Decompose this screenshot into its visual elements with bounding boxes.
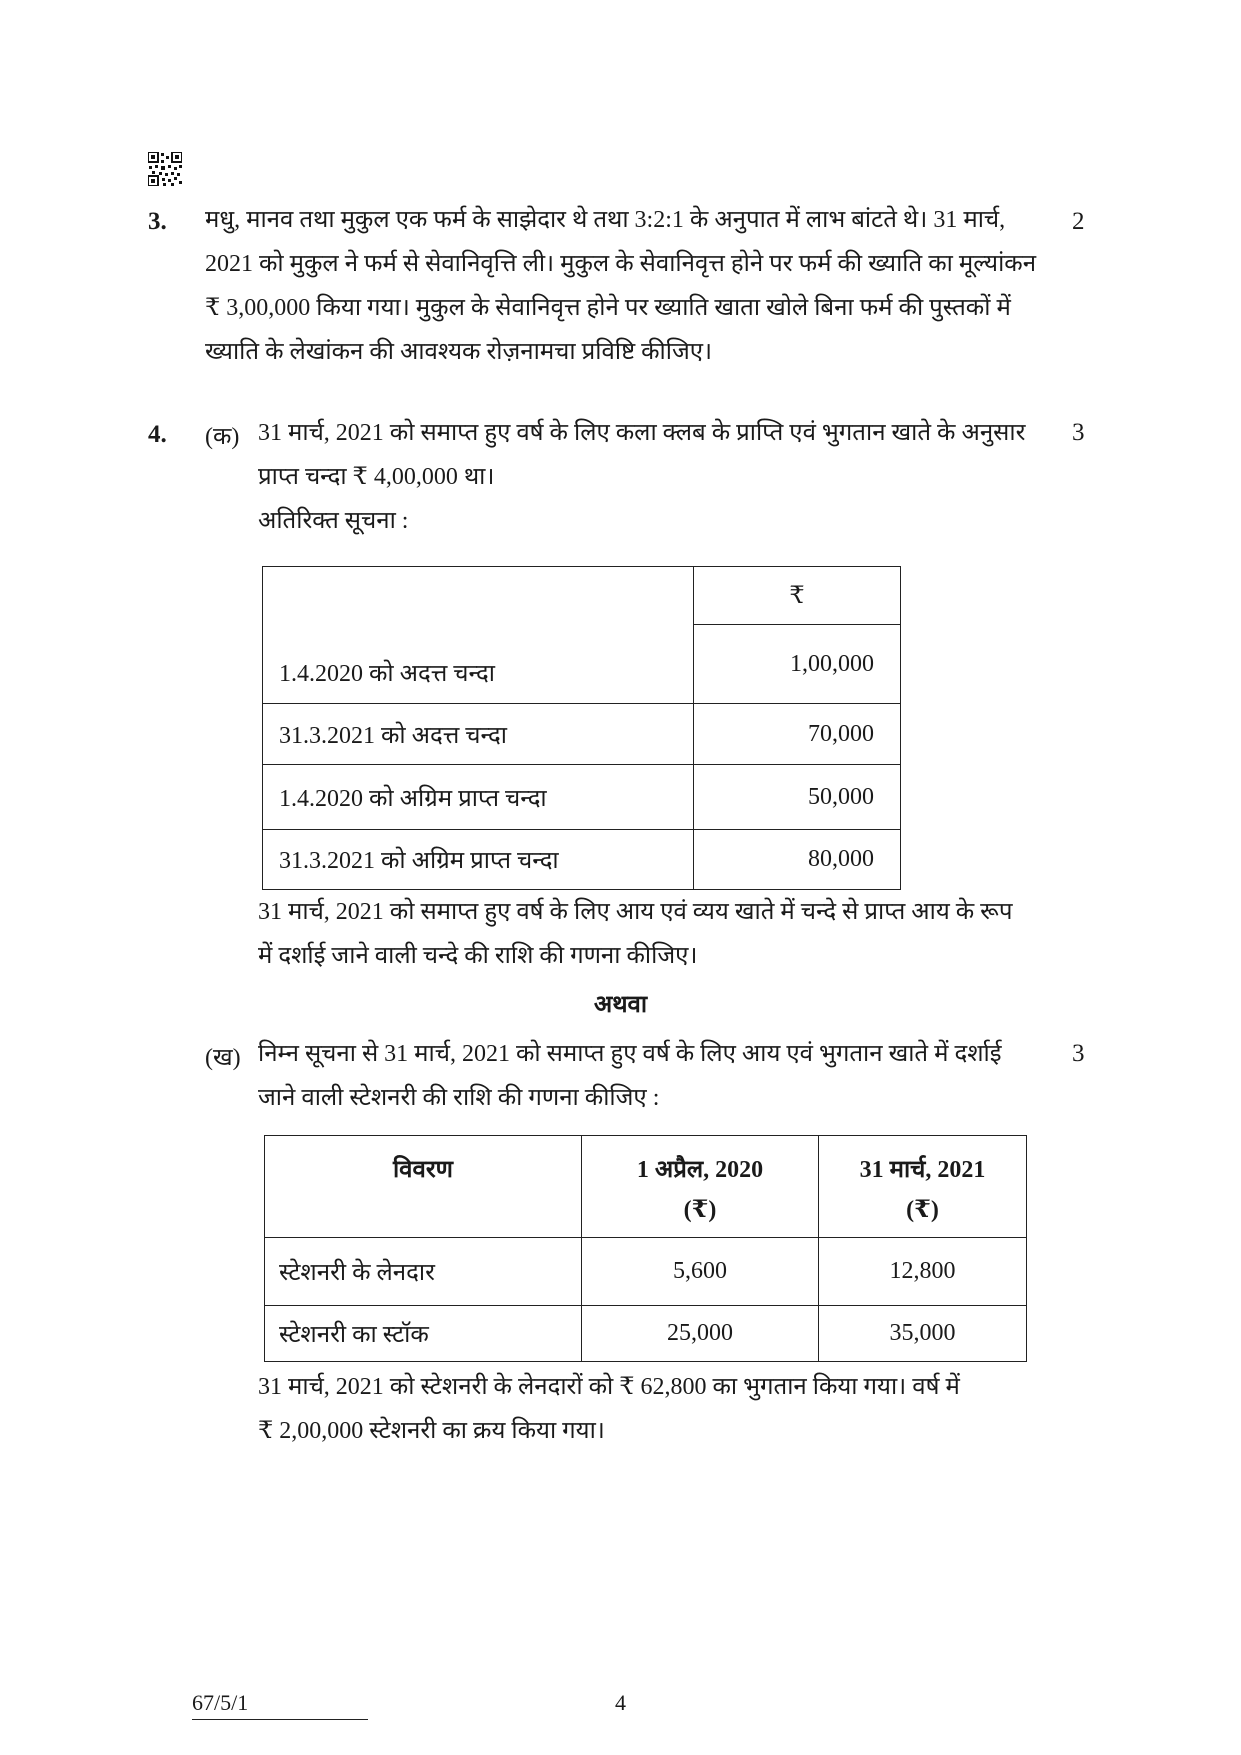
question-4-number: 4. xyxy=(148,421,167,448)
column-header-particulars: विवरण xyxy=(265,1136,582,1238)
table-cell: 5,600 xyxy=(582,1238,819,1306)
table-row-label: 31.3.2021 को अदत्त चन्दा xyxy=(263,704,694,765)
part-b-line: निम्न सूचना से 31 मार्च, 2021 को समाप्त हुए वर्ष के लिए आय एवं भुगतान खाते में दर्शाई xyxy=(258,1041,1002,1067)
or-label: अथवा xyxy=(593,992,648,1018)
table-row-value: 1,00,000 xyxy=(694,625,901,704)
part-a-after-line: 31 मार्च, 2021 को समाप्त हुए वर्ष के लिए आय एवं व्यय खाते में चन्दे से प्राप्त आय के रूप xyxy=(258,899,1013,925)
q3-line: ख्याति के लेखांकन की आवश्यक रोज़नामचा प्रविष्टि कीजिए। xyxy=(205,339,713,365)
qr-code-icon xyxy=(148,152,182,186)
part-b-line: जाने वाली स्टेशनरी की राशि की गणना कीजिए : xyxy=(258,1085,660,1111)
part-b-label: (ख) xyxy=(205,1045,241,1071)
part-b-marks: 3 xyxy=(1072,1040,1085,1067)
table-row-value: 50,000 xyxy=(694,765,901,830)
table-cell: स्टेशनरी के लेनदार xyxy=(265,1238,582,1306)
table-row-label: 1.4.2020 को अग्रिम प्राप्त चन्दा xyxy=(263,765,694,830)
question-3-number: 3. xyxy=(148,208,167,235)
table-row xyxy=(263,830,901,890)
currency-header: ₹ xyxy=(694,567,901,625)
part-a-after-line: में दर्शाई जाने वाली चन्दे की राशि की गणना कीजिए। xyxy=(258,943,698,969)
part-b-after-line: 31 मार्च, 2021 को स्टेशनरी के लेनदारों को ₹ 62,800 का भुगतान किया गया। वर्ष में xyxy=(258,1374,960,1400)
table-row xyxy=(265,1238,1027,1306)
extra-info-label: अतिरिक्त सूचना : xyxy=(258,508,409,534)
stationery-table xyxy=(264,1135,1027,1362)
q3-line: मधु, मानव तथा मुकुल एक फर्म के साझेदार थे तथा 3:2:1 के अनुपात में लाभ बांटते थे। 31 मार्च, xyxy=(205,207,1006,233)
table-row xyxy=(263,765,901,830)
table-cell: 35,000 xyxy=(819,1306,1027,1362)
part-a-line: प्राप्त चन्दा ₹ 4,00,000 था। xyxy=(258,464,495,490)
part-b-after-text xyxy=(258,1365,960,1453)
part-a-line: 31 मार्च, 2021 को समाप्त हुए वर्ष के लिए कला क्लब के प्राप्ति एवं भुगतान खाते के अनुसार xyxy=(258,420,1026,446)
q3-line: 2021 को मुकुल ने फर्म से सेवानिवृत्ति ली। मुकुल के सेवानिवृत्त होने पर फर्म की ख्याति का मूल्यांकन xyxy=(205,251,1037,277)
table-header-row xyxy=(265,1136,1027,1238)
q3-line: ₹ 3,00,000 किया गया। मुकुल के सेवानिवृत्त होने पर ख्याति खाता खोले बिना फर्म की पुस्तकों में xyxy=(205,295,1011,321)
footer-divider xyxy=(192,1719,368,1720)
column-header-closing: 31 मार्च, 2021 (₹) xyxy=(819,1136,1027,1238)
column-header-opening: 1 अप्रैल, 2020 (₹) xyxy=(582,1136,819,1238)
table-row xyxy=(265,1306,1027,1362)
page-number: 4 xyxy=(615,1690,626,1715)
question-3-marks: 2 xyxy=(1072,208,1085,235)
part-b-text xyxy=(258,1032,1002,1120)
question-3-text xyxy=(205,198,1036,374)
table-row-value: 80,000 xyxy=(694,830,901,890)
subscription-table xyxy=(262,566,901,890)
table-cell: 12,800 xyxy=(819,1238,1027,1306)
table-row xyxy=(263,704,901,765)
table-row-value: 70,000 xyxy=(694,704,901,765)
part-a-marks: 3 xyxy=(1072,419,1085,446)
table-row-label: 31.3.2021 को अग्रिम प्राप्त चन्दा xyxy=(263,830,694,890)
table-row-label: 1.4.2020 को अदत्त चन्दा xyxy=(263,567,694,704)
part-a-label: (क) xyxy=(205,424,240,450)
table-cell: 25,000 xyxy=(582,1306,819,1362)
part-b-after-line: ₹ 2,00,000 स्टेशनरी का क्रय किया गया। xyxy=(258,1418,605,1444)
part-a-text xyxy=(258,411,1025,543)
paper-code: 67/5/1 xyxy=(192,1690,249,1715)
table-cell: स्टेशनरी का स्टॉक xyxy=(265,1306,582,1362)
part-a-after-text xyxy=(258,890,1012,978)
